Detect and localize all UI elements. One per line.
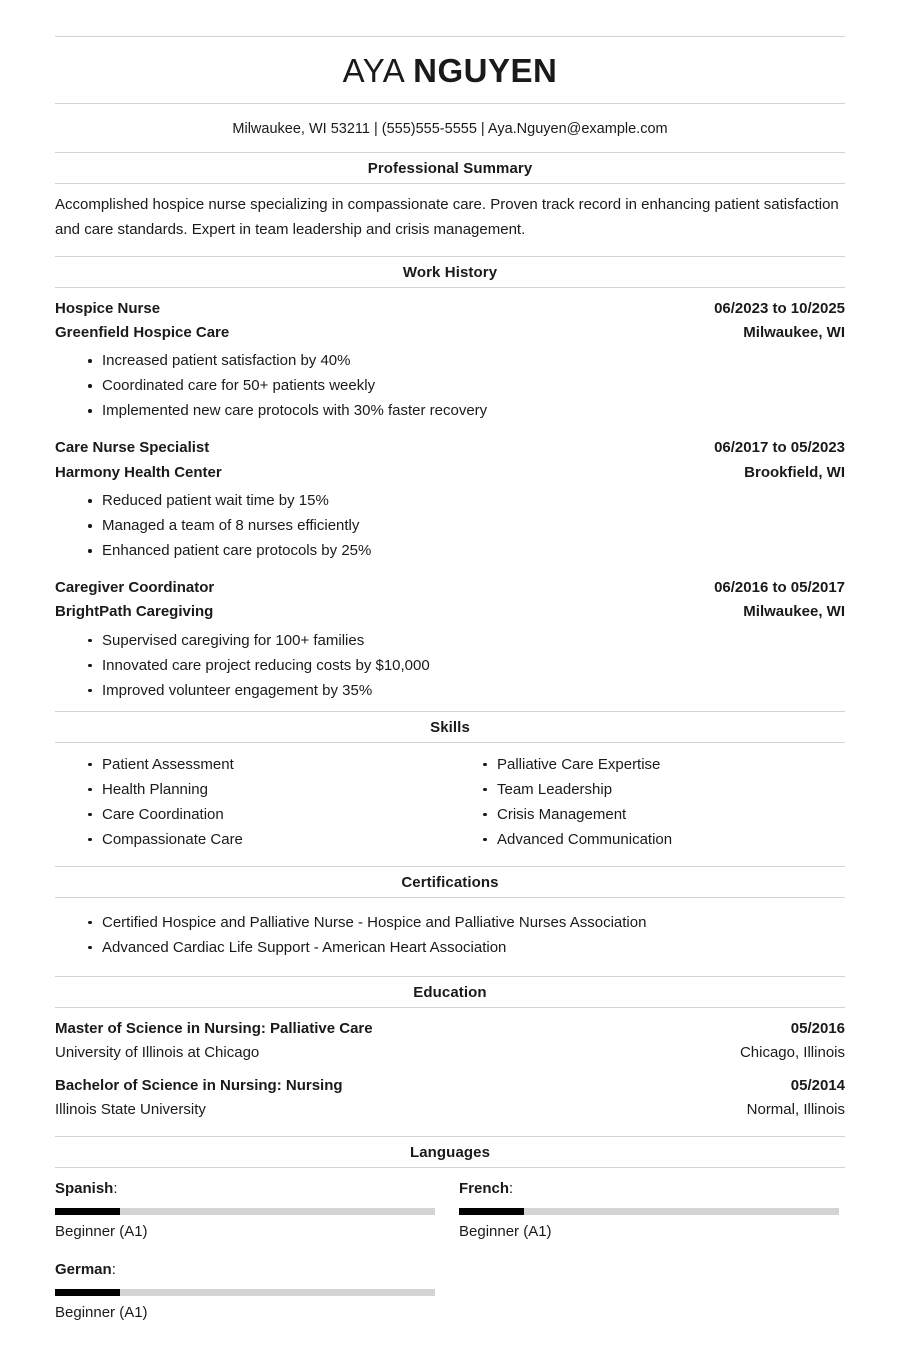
- language-colon: :: [111, 1260, 116, 1278]
- education-school: Illinois State University: [55, 1100, 206, 1118]
- summary-text: Accomplished hospice nurse specializing in compassionate care. Proven track record in enhancing patient satisfaction and care standards. Expert in team leadership and crisis management.: [55, 196, 839, 238]
- education-entry: [55, 1017, 845, 1074]
- section-heading-work-history: Work History: [402, 263, 498, 281]
- education-school-row: [55, 1041, 845, 1065]
- education-location: Chicago, Illinois: [739, 1043, 845, 1061]
- certification-item: Certified Hospice and Palliative Nurse - Hospice and Palliative Nurses Association: [55, 910, 845, 935]
- languages-grid: [55, 1177, 845, 1339]
- job-title: Care Nurse Specialist: [55, 439, 210, 457]
- job-title: Caregiver Coordinator: [55, 579, 215, 597]
- language-proficiency-fill: [55, 1208, 120, 1215]
- language-item: [55, 1258, 441, 1339]
- language-item: [459, 1177, 845, 1258]
- section-skills: [55, 711, 845, 866]
- education-date: 05/2014: [790, 1076, 845, 1094]
- section-languages: [55, 1136, 845, 1339]
- job-company-row: [55, 321, 845, 345]
- skills-column-left: [55, 752, 450, 852]
- section-professional-summary: [55, 152, 845, 256]
- job-bullet: Coordinated care for 50+ patients weekly: [55, 373, 845, 398]
- skill-item: Care Coordination: [55, 802, 450, 827]
- section-heading-certifications: Certifications: [401, 873, 499, 891]
- section-education: [55, 976, 845, 1136]
- job-dates: 06/2023 to 10/2025: [714, 299, 845, 317]
- job-dates: 06/2017 to 05/2023: [714, 439, 845, 457]
- language-level: Beginner (A1): [55, 1303, 148, 1321]
- family-name: NGUYEN: [413, 52, 558, 89]
- job-bullet: Reduced patient wait time by 15%: [55, 488, 845, 513]
- job-company: BrightPath Caregiving: [55, 603, 214, 621]
- work-history-body: [55, 288, 845, 711]
- job-title-row: [55, 436, 845, 460]
- language-name: Spanish: [55, 1179, 114, 1197]
- language-name-row: [55, 1258, 441, 1289]
- job-entry: [55, 436, 845, 576]
- language-name-row: [459, 1177, 845, 1208]
- language-level: Beginner (A1): [459, 1222, 552, 1240]
- job-bullet: Managed a team of 8 nurses efficiently: [55, 513, 845, 538]
- job-bullet: Increased patient satisfaction by 40%: [55, 348, 845, 373]
- contact-line: Milwaukee, WI 53211 | (555)555-5555 | Aya.Nguyen@example.com: [232, 121, 668, 138]
- language-proficiency-bar: [55, 1289, 435, 1296]
- job-company-row: [55, 461, 845, 485]
- certifications-body: [55, 898, 845, 976]
- language-item: [55, 1177, 441, 1258]
- job-bullet: Improved volunteer engagement by 35%: [55, 678, 845, 703]
- education-location: Normal, Illinois: [746, 1100, 845, 1118]
- education-date: 05/2016: [790, 1019, 845, 1037]
- job-company-row: [55, 600, 845, 624]
- certification-item: Advanced Cardiac Life Support - American Heart Association: [55, 935, 845, 960]
- language-proficiency-fill: [55, 1289, 120, 1296]
- language-proficiency-bar: [459, 1208, 839, 1215]
- job-entry: [55, 297, 845, 437]
- section-heading-summary: Professional Summary: [367, 160, 533, 178]
- skill-item: Patient Assessment: [55, 752, 450, 777]
- education-degree: Master of Science in Nursing: Palliative Care: [55, 1019, 373, 1037]
- skill-item: Crisis Management: [450, 802, 845, 827]
- job-company: Greenfield Hospice Care: [55, 324, 230, 342]
- job-title: Hospice Nurse: [55, 299, 161, 317]
- skills-body: [55, 743, 845, 866]
- section-work-history: [55, 256, 845, 711]
- summary-body: [55, 184, 845, 256]
- skill-item: Palliative Care Expertise: [450, 752, 845, 777]
- education-entry: [55, 1074, 845, 1136]
- job-bullet: Innovated care project reducing costs by $10,000: [55, 653, 845, 678]
- section-heading-skills: Skills: [430, 718, 470, 736]
- job-company: Harmony Health Center: [55, 463, 222, 481]
- education-degree-row: [55, 1074, 845, 1098]
- skill-item: Health Planning: [55, 777, 450, 802]
- name-block: [55, 37, 845, 103]
- education-school: University of Illinois at Chicago: [55, 1043, 260, 1061]
- language-name-row: [55, 1177, 441, 1208]
- job-bullets: [55, 628, 845, 703]
- job-bullet: Implemented new care protocols with 30% faster recovery: [55, 398, 845, 423]
- language-proficiency-fill: [459, 1208, 524, 1215]
- skills-column-right: [450, 752, 845, 852]
- skills-grid: [55, 752, 845, 866]
- languages-body: [55, 1168, 845, 1339]
- education-body: [55, 1008, 845, 1136]
- job-bullet: Supervised caregiving for 100+ families: [55, 628, 845, 653]
- language-colon: :: [509, 1179, 514, 1197]
- language-name: German: [55, 1260, 112, 1278]
- education-school-row: [55, 1098, 845, 1122]
- job-entry: [55, 576, 845, 711]
- page-title: [55, 53, 845, 89]
- language-colon: :: [113, 1179, 118, 1197]
- section-heading-languages: Languages: [409, 1143, 491, 1161]
- given-name: AYA: [342, 52, 404, 89]
- education-degree-row: [55, 1017, 845, 1041]
- job-bullet: Enhanced patient care protocols by 25%: [55, 538, 845, 563]
- language-name: French: [459, 1179, 510, 1197]
- skill-item: Advanced Communication: [450, 827, 845, 852]
- job-location: Milwaukee, WI: [743, 324, 845, 342]
- language-level: Beginner (A1): [55, 1222, 148, 1240]
- section-heading-education: Education: [413, 983, 487, 1001]
- job-title-row: [55, 297, 845, 321]
- skill-item: Team Leadership: [450, 777, 845, 802]
- language-proficiency-bar: [55, 1208, 435, 1215]
- job-dates: 06/2016 to 05/2017: [714, 579, 845, 597]
- skill-item: Compassionate Care: [55, 827, 450, 852]
- job-title-row: [55, 576, 845, 600]
- job-location: Milwaukee, WI: [743, 603, 845, 621]
- section-certifications: [55, 866, 845, 976]
- education-degree: Bachelor of Science in Nursing: Nursing: [55, 1076, 343, 1094]
- job-location: Brookfield, WI: [744, 463, 845, 481]
- job-bullets: [55, 488, 845, 563]
- certifications-list: [55, 910, 845, 976]
- job-bullets: [55, 348, 845, 423]
